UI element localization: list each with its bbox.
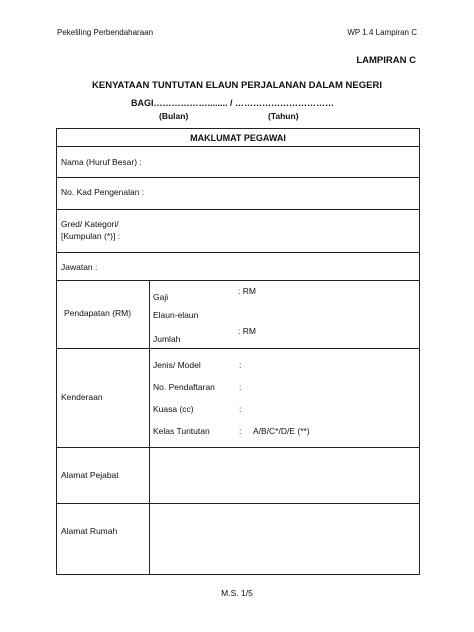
kelas-tuntutan-label: Kelas Tuntutan xyxy=(153,426,210,436)
jenis-colon: : xyxy=(239,360,242,370)
kenderaan-label: Kenderaan xyxy=(61,392,103,402)
document-title: KENYATAAN TUNTUTAN ELAUN PERJALANAN DALAM NEGERI xyxy=(92,80,382,91)
divider xyxy=(57,146,419,147)
column-divider xyxy=(149,280,150,348)
alamat-rumah-label: Alamat Rumah xyxy=(61,526,118,536)
page-number: M.S. 1/5 xyxy=(221,588,253,598)
jumlah-rm: : RM xyxy=(238,326,256,336)
alamat-pejabat-label: Alamat Pejabat xyxy=(61,470,119,480)
gred-label-line2: [Kumpulan (*)] : xyxy=(61,231,121,241)
employee-info-form xyxy=(56,128,420,575)
divider xyxy=(57,177,419,178)
kelas-colon: : xyxy=(239,426,242,436)
divider xyxy=(57,280,419,281)
lampiran-label: LAMPIRAN C xyxy=(356,55,416,66)
gred-label-line1: Gred/ Kategori/ xyxy=(61,219,119,229)
bulan-label: (Bulan) xyxy=(159,111,189,121)
column-divider xyxy=(149,348,150,575)
pendaftaran-colon: : xyxy=(239,382,242,392)
kuasa-label: Kuasa (cc) xyxy=(153,404,194,414)
tahun-label: (Tahun) xyxy=(268,111,299,121)
kad-pengenalan-label: No. Kad Pengenalan : xyxy=(61,187,145,197)
header-right: WP 1.4 Lampiran C xyxy=(347,28,417,37)
no-pendaftaran-label: No. Pendaftaran xyxy=(153,382,215,392)
divider xyxy=(57,252,419,253)
jawatan-label: Jawatan : xyxy=(61,262,98,272)
jumlah-label: Jumlah xyxy=(153,334,181,344)
divider xyxy=(57,348,419,349)
gaji-rm: : RM xyxy=(238,286,256,296)
nama-label: Nama (Huruf Besar) : xyxy=(61,157,142,167)
section-title: MAKLUMAT PEGAWAI xyxy=(190,133,286,143)
header-left: Pekeliling Perbendaharaan xyxy=(57,28,154,37)
kuasa-colon: : xyxy=(239,404,242,414)
elaun-label: Elaun-elaun xyxy=(153,310,199,320)
pendapatan-label: Pendapatan (RM) xyxy=(64,308,132,318)
divider xyxy=(57,209,419,210)
bagi-line: BAGI………………........ / …………………………… xyxy=(131,98,335,108)
divider xyxy=(57,447,419,448)
jenis-model-label: Jenis/ Model xyxy=(153,360,201,370)
divider xyxy=(57,503,419,504)
kelas-tuntutan-value: A/B/C*/D/E (**) xyxy=(253,426,310,436)
gaji-label: Gaji xyxy=(153,292,169,302)
